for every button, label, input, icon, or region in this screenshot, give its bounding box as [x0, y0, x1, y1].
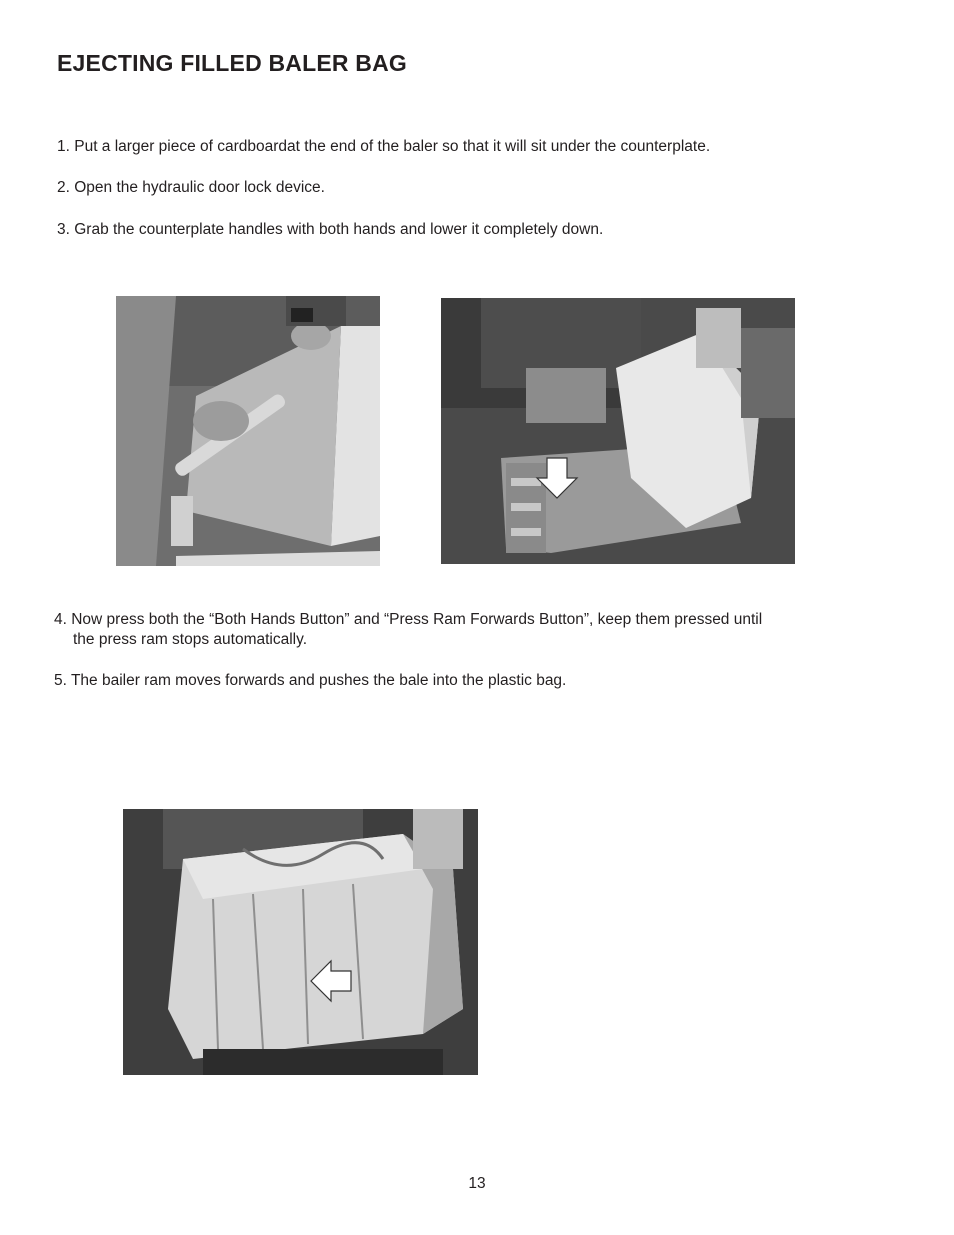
step-3-text: 3. Grab the counterplate handles with both hands and lower it completely down. [57, 221, 604, 238]
step-2-text: 2. Open the hydraulic door lock device. [57, 179, 325, 196]
step-4-text-continued: the press ram stops automatically. [73, 631, 308, 648]
step-1-text: 1. Put a larger piece of cardboardat the end of the baler so that it will sit under the counterplate. [57, 138, 711, 155]
step-4-text: 4. Now press both the “Both Hands Button” and “Press Ram Forwards Button”, keep them pressed until [54, 611, 763, 628]
baler-counterplate-lowered-photo [441, 298, 795, 564]
bale-into-plastic-bag-photo [123, 809, 478, 1075]
page-title: EJECTING FILLED BALER BAG [57, 50, 408, 76]
page-number: 13 [468, 1175, 486, 1192]
counterplate-handles-photo [116, 296, 380, 566]
step-5-text: 5. The bailer ram moves forwards and pushes the bale into the plastic bag. [54, 672, 567, 689]
